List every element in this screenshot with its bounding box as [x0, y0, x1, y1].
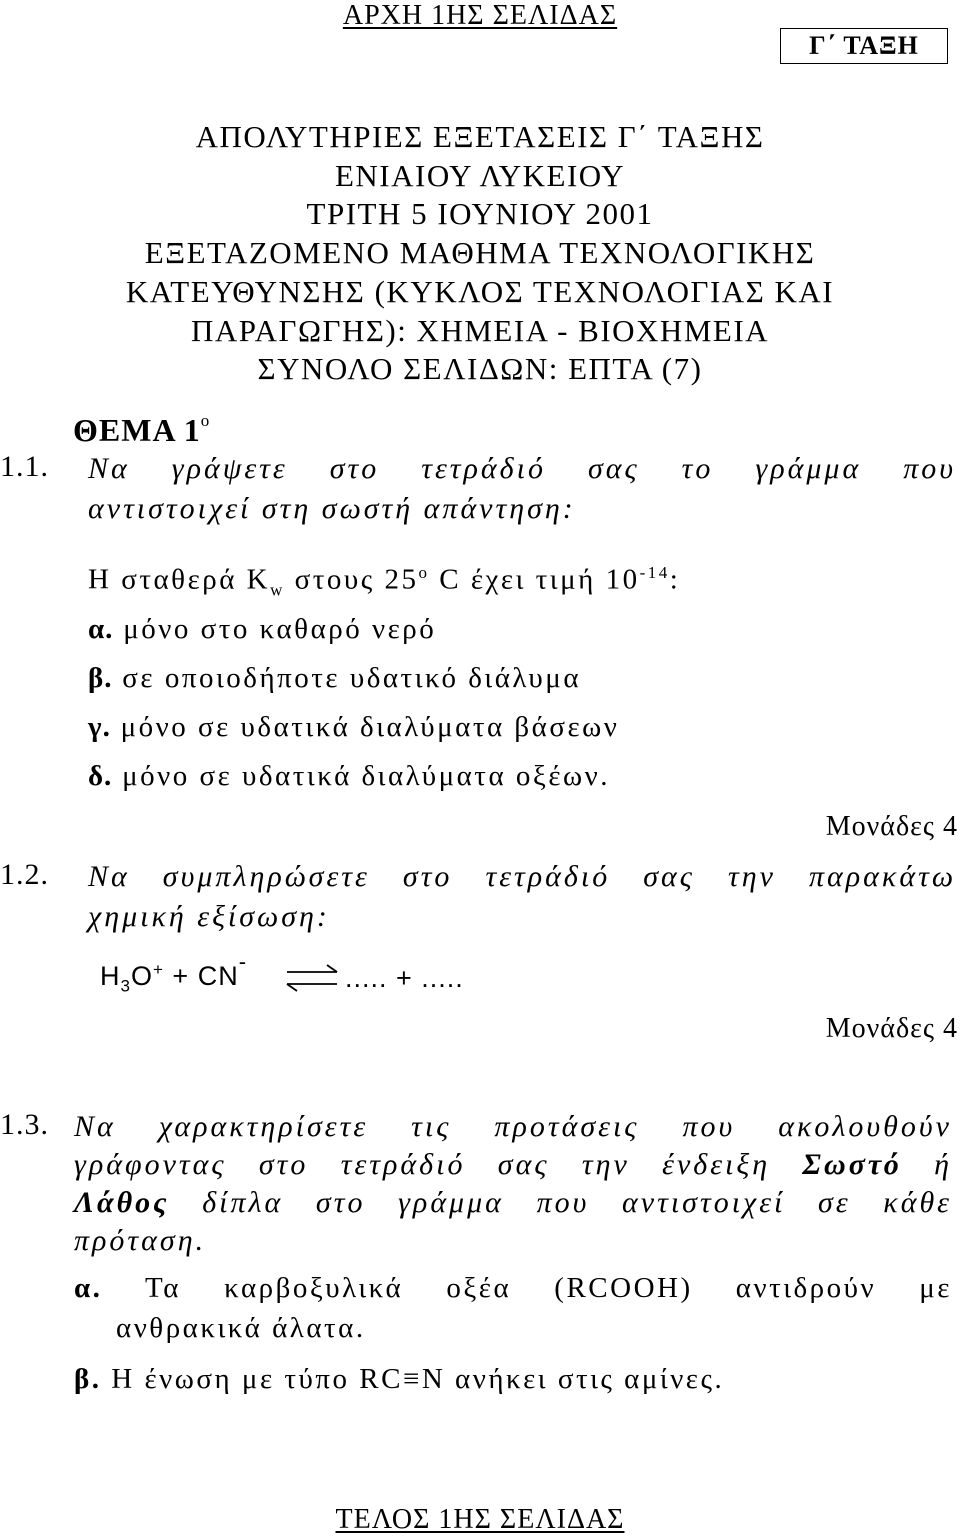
option-text: μόνο στο καθαρό νερό — [113, 613, 437, 645]
q1-1-prompt-line1: Να γράψετε στο τετράδιό σας το γράμμα που — [88, 452, 956, 485]
q1-2-prompt-line2: χημική εξίσωση: — [88, 900, 330, 933]
option-text: μόνο σε υδατικά διαλύματα οξέων. — [112, 760, 610, 792]
prompt-text: γράφοντας στο τετράδιό σας την ένδειξη — [74, 1148, 803, 1181]
prompt-text: δίπλα στο γράμμα που αντιστοιχεί σε κάθε — [169, 1186, 952, 1219]
section-heading — [73, 412, 210, 449]
title-line: ΠΑΡΑΓΩΓΗΣ): ΧΗΜΕΙΑ - ΒΙΟΧΗΜΕΙΑ — [190, 312, 770, 348]
q1-2-line1 — [0, 858, 960, 898]
correct-keyword: Σωστό — [802, 1148, 902, 1181]
eq-text: + CN — [163, 961, 239, 991]
q1-1-option-a — [88, 613, 436, 646]
wrong-keyword: Λάθος — [74, 1186, 170, 1219]
q1-3-item-a-line1 — [74, 1268, 952, 1308]
stem-text: Η σταθερά K — [88, 563, 271, 596]
q1-1-line1 — [0, 450, 960, 490]
eq-text: H — [100, 961, 121, 991]
q1-1-stem — [88, 563, 680, 600]
prompt-text: ή — [901, 1148, 952, 1181]
q1-3-number: 1.3. — [0, 1108, 49, 1141]
q1-3-line1 — [0, 1108, 960, 1148]
eq-superscript: - — [238, 949, 248, 974]
q1-1-number: 1.1. — [0, 450, 49, 483]
q1-3-prompt-line2 — [74, 1146, 952, 1184]
title-line: ΤΡΙΤΗ 5 ΙΟΥΝΙΟΥ 2001 — [306, 196, 654, 232]
q1-1-option-c — [88, 711, 619, 744]
section-heading-sup: ο — [200, 411, 211, 431]
stem-text: C έχει τιμή 10 — [429, 563, 640, 596]
stem-degree: ο — [418, 563, 430, 582]
item-letter: β. — [74, 1363, 102, 1395]
eq-subscript: 3 — [120, 976, 131, 996]
option-letter: α. — [88, 613, 114, 645]
item-letter: α. — [74, 1272, 103, 1304]
q1-2-points: Μονάδες 4 — [825, 1013, 958, 1044]
equilibrium-arrow-icon — [283, 961, 341, 995]
q1-1-prompt-line2: αντιστοιχεί στη σωστή απάντηση: — [88, 492, 576, 525]
q1-3-prompt-line4: πρόταση. — [74, 1224, 207, 1257]
title-line: ΑΠΟΛΥΤΗΡΙΕΣ ΕΞΕΤΑΣΕΙΣ Γ΄ ΤΑΞΗΣ — [195, 119, 765, 154]
option-letter: δ. — [88, 760, 113, 792]
q1-2-number: 1.2. — [0, 858, 49, 891]
q1-1-option-b — [88, 662, 581, 695]
eq-text: O — [130, 961, 153, 991]
section-heading-text: ΘΕΜΑ 1 — [73, 412, 201, 448]
q1-2-equation-products: ..... + ..... — [345, 963, 464, 993]
item-text: Η ένωση με τύπο RC≡N ανήκει στις αμίνες. — [101, 1363, 725, 1395]
title-line: ΕΞΕΤΑΖΟΜΕΝΟ ΜΑΘΗΜΑ ΤΕΧΝΟΛΟΓΙΚΗΣ — [144, 235, 816, 271]
title-line: ΕΝΙΑΙΟΥ ΛΥΚΕΙΟΥ — [334, 157, 625, 193]
exam-title-block — [40, 118, 920, 389]
option-letter: γ. — [88, 711, 111, 743]
q1-2-prompt-line1: Να συμπληρώσετε στο τετράδιό σας την παρακάτω — [88, 860, 956, 893]
stem-text: στους 25 — [284, 563, 419, 596]
option-text: μόνο σε υδατικά διαλύματα βάσεων — [110, 711, 620, 743]
q1-2-equation — [100, 949, 248, 996]
q1-1-option-d — [88, 760, 610, 793]
q1-3-prompt-line3 — [74, 1184, 952, 1222]
option-text: σε οποιοδήποτε υδατικό διάλυμα — [112, 662, 582, 694]
q1-3-prompt-line1: Να χαρακτηρίσετε τις προτάσεις που ακολουθούν — [74, 1110, 952, 1143]
item-text: Τα καρβοξυλικά οξέα (RCOOH) αντιδρούν με — [102, 1272, 952, 1304]
option-letter: β. — [88, 662, 113, 694]
q1-3-item-b — [74, 1359, 724, 1399]
class-box: Γ΄ ΤΑΞΗ — [780, 28, 948, 64]
page-footer — [0, 1504, 960, 1536]
page-header-label: ΑΡΧΗ 1ΗΣ ΣΕΛΙΔΑΣ — [342, 0, 618, 31]
q1-1-points: Μονάδες 4 — [825, 811, 958, 842]
q1-3-item-a-line2: ανθρακικά άλατα. — [116, 1312, 366, 1344]
page-footer-label: ΤΕΛΟΣ 1ΗΣ ΣΕΛΙΔΑΣ — [335, 1504, 625, 1535]
stem-text: : — [669, 563, 681, 596]
eq-superscript: + — [152, 960, 164, 979]
stem-subscript: w — [270, 580, 285, 600]
title-line: ΚΑΤΕΥΘΥΝΣΗΣ (ΚΥΚΛΟΣ ΤΕΧΝΟΛΟΓΙΑΣ ΚΑΙ — [125, 273, 835, 309]
stem-exponent: -14 — [639, 563, 670, 582]
title-line: ΣΥΝΟΛΟ ΣΕΛΙΔΩΝ: ΕΠΤΑ (7) — [257, 351, 703, 387]
